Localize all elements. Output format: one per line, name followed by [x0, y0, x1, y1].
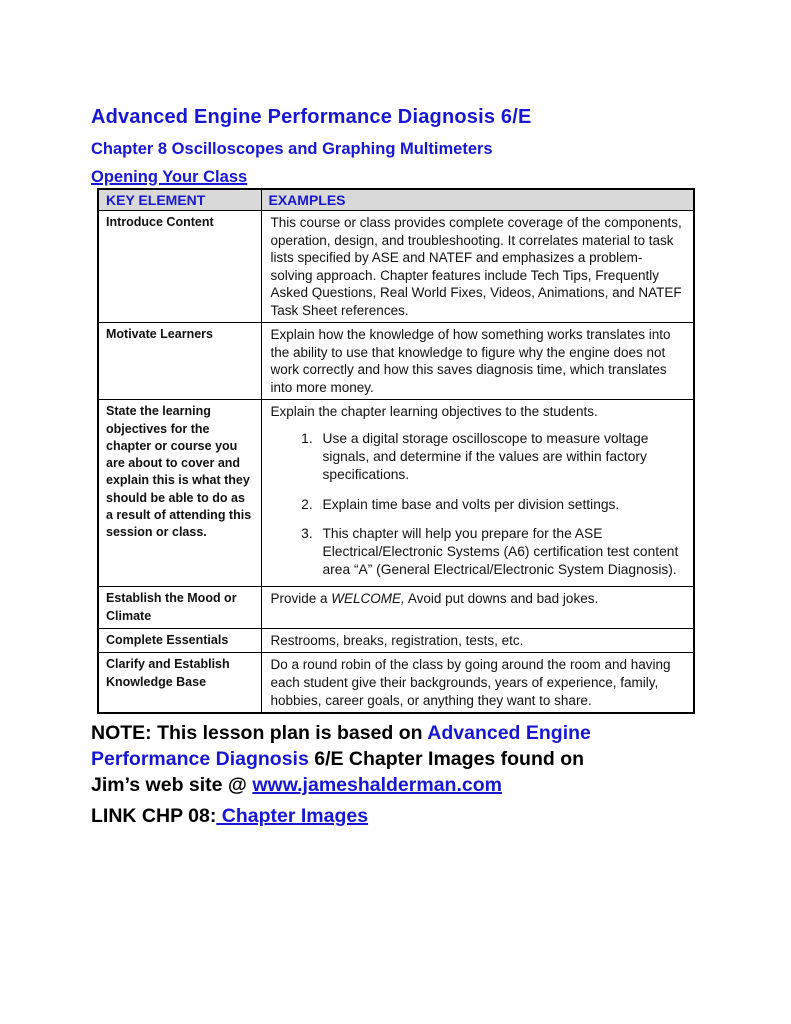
key-cell: Introduce Content — [98, 211, 261, 323]
note-line — [91, 747, 701, 773]
table-row-clarify-knowledge-base — [98, 653, 694, 713]
page-title: Advanced Engine Performance Diagnosis 6/E — [91, 106, 532, 128]
example-cell: This course or class provides complete coverage of the components, operation, design, and troubleshooting. It correlates material to task lists specified by ASE and NATEF and emphasizes a problem-solving approach. Chapter features include Tech Tips, Frequently Asked Questions, Real World Fixes, Videos, Animations, and NATEF Task Sheet references. — [261, 211, 694, 323]
table-row-motivate-learners — [98, 323, 694, 400]
example-text: Provide a — [270, 591, 332, 607]
key-cell: Clarify and Establish Knowledge Base — [98, 653, 261, 713]
note-text: NOTE: This lesson plan is based on — [91, 722, 428, 745]
chapter-images-link[interactable]: Chapter Images — [216, 805, 369, 828]
key-cell: Establish the Mood or Climate — [98, 587, 261, 629]
table-row-introduce-content — [98, 211, 694, 323]
example-cell: Restrooms, breaks, registration, tests, etc. — [261, 628, 694, 653]
table-row-establish-mood — [98, 587, 694, 629]
table-row-complete-essentials — [98, 628, 694, 653]
example-cell — [261, 400, 694, 587]
example-cell — [261, 587, 694, 629]
column-header-examples: EXAMPLES — [261, 189, 694, 211]
key-cell: Motivate Learners — [98, 323, 261, 400]
note-text: 6/E Chapter Images found on — [308, 747, 585, 770]
website-link[interactable]: www.jameshalderman.com — [252, 773, 502, 796]
note-line — [91, 773, 701, 799]
objectives-list — [271, 430, 684, 579]
objective-item: 1. Use a digital storage oscilloscope to measure voltage signals, and determine if the values are within factory specifications. — [317, 430, 684, 485]
objective-item: 3. This chapter will help you prepare for the ASE Electrical/Electronic Systems (A6) certification test content area “A” (General Electrical/Electronic System Diagnosis). — [317, 525, 684, 580]
note-line — [91, 721, 701, 747]
table-row-learning-objectives — [98, 400, 694, 587]
chapter-subtitle: Chapter 8 Oscilloscopes and Graphing Multimeters — [91, 140, 493, 158]
chapter-link-line — [91, 804, 701, 830]
key-cell: Complete Essentials — [98, 628, 261, 653]
objective-item: 2. Explain time base and volts per division settings. — [317, 496, 684, 514]
section-heading: Opening Your Class — [91, 168, 248, 186]
column-header-key-element: KEY ELEMENT — [98, 189, 261, 211]
link-label: LINK CHP 08: — [91, 805, 217, 828]
note-book-title: Performance Diagnosis — [91, 747, 309, 770]
key-cell: State the learning objectives for the chapter or course you are about to cover and explain this is what they should be able to do as a result of attending this session or class. — [98, 400, 261, 587]
example-cell: Do a round robin of the class by going around the room and having each student give their backgrounds, years of experience, family, hobbies, career goals, or anything they want to share. — [261, 653, 694, 713]
lesson-plan-table — [97, 188, 695, 714]
note-book-title: Advanced Engine — [427, 722, 591, 745]
note-paragraph — [91, 721, 701, 830]
example-cell: Explain how the knowledge of how something works translates into the ability to use that knowledge to figure why the engine does not work correctly and how this saves diagnosis time, which translates into more money. — [261, 323, 694, 400]
document-content — [91, 106, 701, 830]
example-text: Avoid put downs and bad jokes. — [404, 591, 599, 607]
example-text-italic: WELCOME, — [331, 591, 405, 607]
note-text: Jim’s web site @ — [91, 773, 253, 796]
objectives-intro: Explain the chapter learning objectives to the students. — [270, 404, 598, 420]
table-header-row — [98, 189, 694, 211]
